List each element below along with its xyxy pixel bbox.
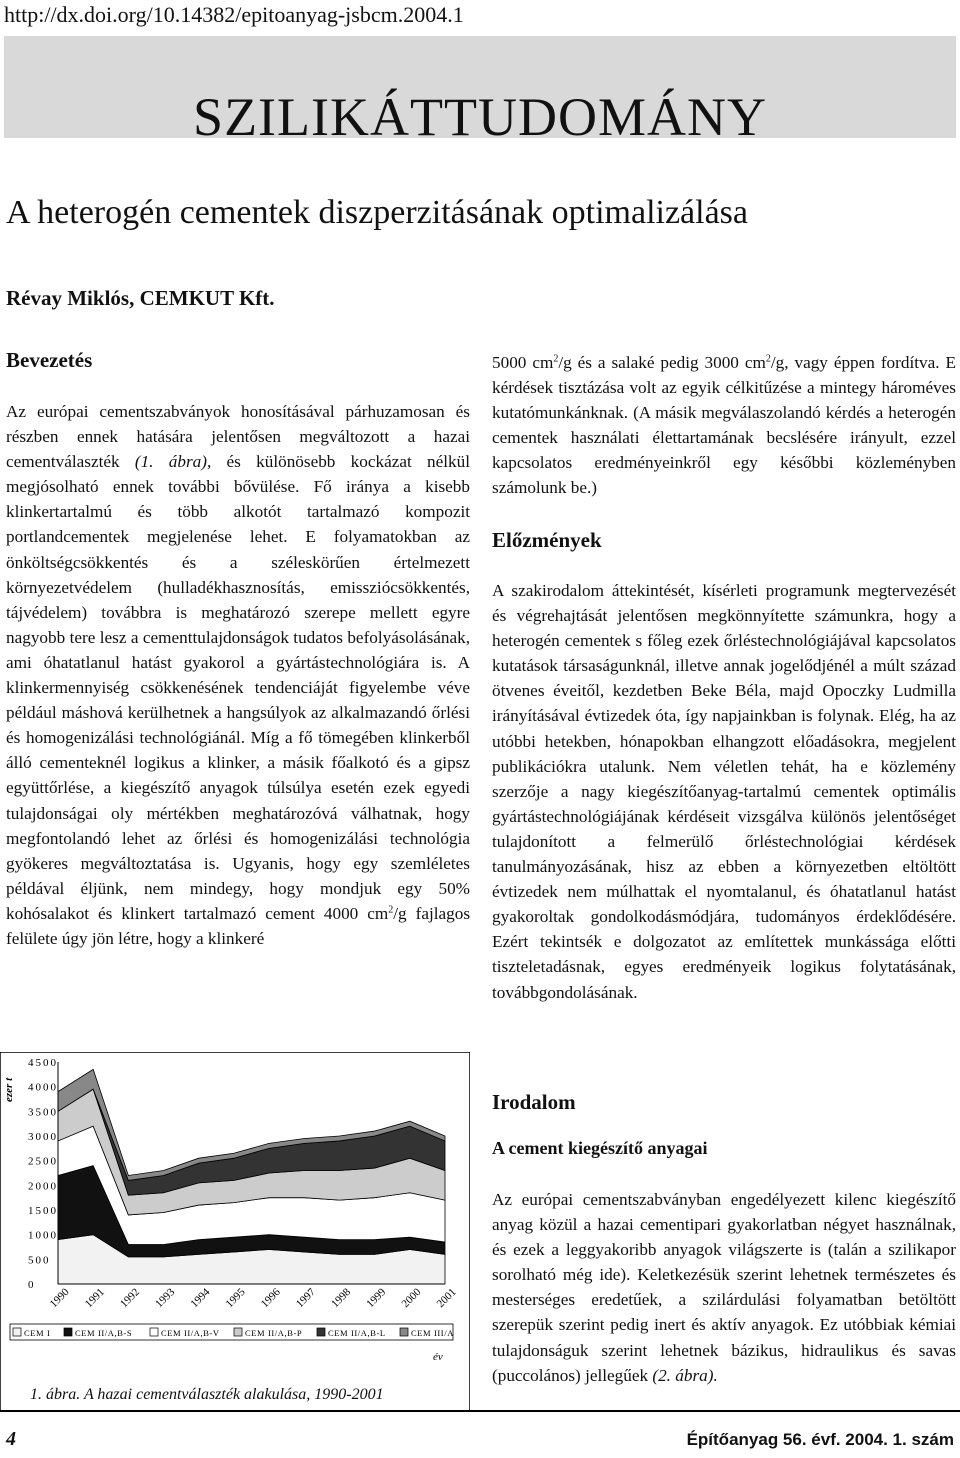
y-tick-label: 0: [28, 1279, 36, 1291]
journal-info: Építőanyag 56. évf. 2004. 1. szám: [686, 1430, 954, 1449]
legend-swatch: [64, 1328, 72, 1336]
y-tick-label: 3000: [28, 1131, 58, 1143]
legend-label: CEM II/A,B-L: [328, 1328, 386, 1338]
y-tick-label: 2000: [28, 1180, 58, 1193]
y-tick-label: 1500: [28, 1205, 58, 1217]
superscript: 2: [553, 353, 559, 365]
x-tick-label: 1994: [188, 1286, 213, 1311]
heading-refs: Irodalom: [492, 1090, 576, 1114]
intro-text-2: és különösebb kockázat nélkül megjósolható ennek további bővülése. Fő iránya a kisebb klinkertartalmú és több alkotót tartalmazó kompozit portlandcementek megjelenése lehet. E folyamatokban az önköltségcsökkentés és a széleskörűen értelmezett környezetvédelem (hulladékhasznosítás, emissziócsökkentés, tájvédelem) továbbra is meghatározó szerepe mellett egyre nagyobb tere lesz a cementtulajdonságok tudatos befolyásolásának, ami óhatatlanul hatást gyakorol a gyártástechnológiára is. A klinkermennyiség csökkenésének tendenciáját figyelembe véve például máshová kerülhetnek a hangsúlyok az alkalmazandó őrlési és homogenizálási technológiánál. Míg a fő tömegében klinkerből álló cementeknél logikus a klinker, a másik főalkotó és a gipsz együttőrlése, a kiegészítő anyagok túlsúlya esetén ezek egyedi tulajdonságai oly mértékben meghatározóvá válhatnak, hogy megfontolandó lehet az őrlési és homogenizálási technológia gyökeres megváltoztatása is. Ugyanis, hogy egy szemléletes példával éljünk, nem mindegy, hogy mondjuk egy 50% kohósalakot és klinkert tartalmazó cement 4000 cm: [6, 452, 470, 923]
legend-label: CEM II/A,B-V: [161, 1328, 220, 1338]
legend-swatch: [234, 1328, 242, 1336]
figure-ref-1[interactable]: (1. ábra),: [134, 452, 212, 472]
x-tick-label: 1998: [329, 1286, 354, 1311]
legend-label: CEM III/A: [411, 1328, 454, 1338]
y-tick-label: 4000: [28, 1081, 58, 1094]
author-line: Révay Miklós, CEMKUT Kft.: [6, 286, 275, 310]
y-tick-label: 2500: [28, 1155, 58, 1168]
x-tick-label: 1996: [258, 1286, 283, 1311]
intro-text-1: Az európai cementszabványok honosításával párhuzamosan és részben ennek hatására jelentősen megváltozott a hazai cementválaszték: [6, 402, 470, 472]
refs-paragraph: [492, 1187, 956, 1388]
section-banner: [4, 36, 956, 147]
right-continuation: [492, 350, 956, 501]
y-tick-label: 4500: [28, 1057, 58, 1069]
y-tick-label: 3500: [28, 1106, 58, 1119]
x-tick-label: 1997: [293, 1286, 318, 1311]
x-tick-label: 2001: [434, 1286, 459, 1311]
section-title: SZILIKÁTTUDOMÁNY: [193, 87, 767, 147]
figure-caption: 1. ábra. A hazai cementválaszték alakulása, 1990-2001: [30, 1386, 384, 1403]
prev-paragraph: [492, 578, 956, 1005]
subheading-refs: A cement kiegészítő anyagai: [492, 1138, 708, 1158]
x-tick-label: 1995: [223, 1286, 248, 1311]
article-title: A heterogén cementek diszperzitásának optimalizálása: [6, 194, 749, 231]
right-text-1: 5000 cm: [492, 353, 554, 372]
intro-paragraph: [6, 399, 470, 951]
x-tick-label: 1990: [47, 1286, 72, 1311]
superscript: 2: [388, 904, 394, 916]
right-text-3: /g, vagy éppen fordítva. E kérdések tisztázása volt az egyik célkitűzése a mintegy hároméves kutatómunkánknak. (A másik megválaszolandó kérdés a heterogén cementek használati élettartamának becslésére irányult, ezzel kapcsolatos eredményeinkről egy későbbi közleményben számolunk be.): [492, 353, 956, 498]
x-tick-label: 1999: [364, 1286, 389, 1311]
right-text-2: /g és a salaké pedig 3000 cm: [558, 353, 766, 372]
doi-link[interactable]: http://dx.doi.org/10.14382/epitoanyag-jsbcm.2004.1: [4, 2, 464, 27]
x-tick-label: 2000: [399, 1286, 424, 1311]
intro-text-3: /g fajlagos felülete úgy jön létre, hogy a klinkeré: [6, 903, 471, 948]
refs-text-1: Az európai cementszabványban engedélyezett kilenc kiegészítő anyag közül a hazai cementipari gyakorlatban négyet használnak, és ezek a leggyakoribb anyagok világszerte is (talán a szilikapor sorolható még ide). Keletkezésük szerint lehetnek természetes és mesterséges eredetűek, a szilárdulási folyamatban betöltött szerepük szerint pedig inert és aktív anyagok. Ez utóbbiak kémiai tulajdonságuk szerint lehetnek bázikus, hidraulikus és savas (puccolános) jellegűek: [492, 1190, 956, 1385]
figure-ref-2[interactable]: (2. ábra).: [652, 1365, 718, 1385]
legend-swatch: [13, 1328, 21, 1336]
x-tick-label: 1991: [82, 1286, 107, 1311]
y-tick-label: 500: [28, 1254, 51, 1267]
y-axis-label: ezer t: [3, 1077, 15, 1102]
heading-prev: Előzmények: [492, 528, 602, 552]
legend-swatch: [400, 1328, 408, 1336]
heading-intro: Bevezetés: [6, 348, 93, 372]
superscript: 2: [765, 353, 771, 365]
y-tick-label: 1000: [28, 1229, 58, 1242]
legend-swatch: [317, 1328, 325, 1336]
prev-text: A szakirodalom áttekintését, kísérleti programunk megtervezését és végrehajtását jelentősen megkönnyítette számunkra, hogy a heterogén cementek s főleg ezek őrléstechnológiájával kapcsolatos kutatások társaságunknál, illetve annak jogelődjénél a múlt század ötvenes éveitől, kezdetben Beke Béla, majd Opoczky Ludmilla irányításával évtizedek óta, így napjainkban is folynak. Elég, ha az utóbbi hetekben, hónapokban elhangzott előadásokra, megjelent publikációkra utalunk. Nem véletlen tehát, ha e közlemény szerzője a nagy kiegészítőanyag-tartalmú cementek optimális gyártástechnológiájának kérdéseit vizsgálva különös jelentőséget tulajdonított a felmerülő őrléstechnológiai kérdések tanulmányozásának, hisz az ebben a környezetben eltöltött évtizedek nem múlhattak el nyomtalanul, és óhatatlanul hatást gyakoroltak gondolkodásmódjára, tudományos érdeklődésére. Ezért tekintsék e dolgozatot az említettek munkássága előtti tiszteletadásnak, egyes eredményeik logikus folytatásának, továbbgondolásának.: [492, 581, 956, 1002]
footer-rule: [0, 1410, 960, 1412]
legend-swatch: [150, 1328, 158, 1336]
legend-label: CEM II/A,B-S: [75, 1328, 133, 1338]
x-axis-label: év: [433, 1351, 443, 1363]
page-number: 4: [6, 1428, 16, 1450]
figure-1-chart: [0, 1052, 470, 1412]
legend-label: CEM II/A,B-P: [245, 1328, 303, 1338]
x-tick-label: 1992: [117, 1286, 143, 1311]
x-tick-label: 1993: [153, 1286, 178, 1311]
legend-label: CEM I: [24, 1328, 51, 1338]
